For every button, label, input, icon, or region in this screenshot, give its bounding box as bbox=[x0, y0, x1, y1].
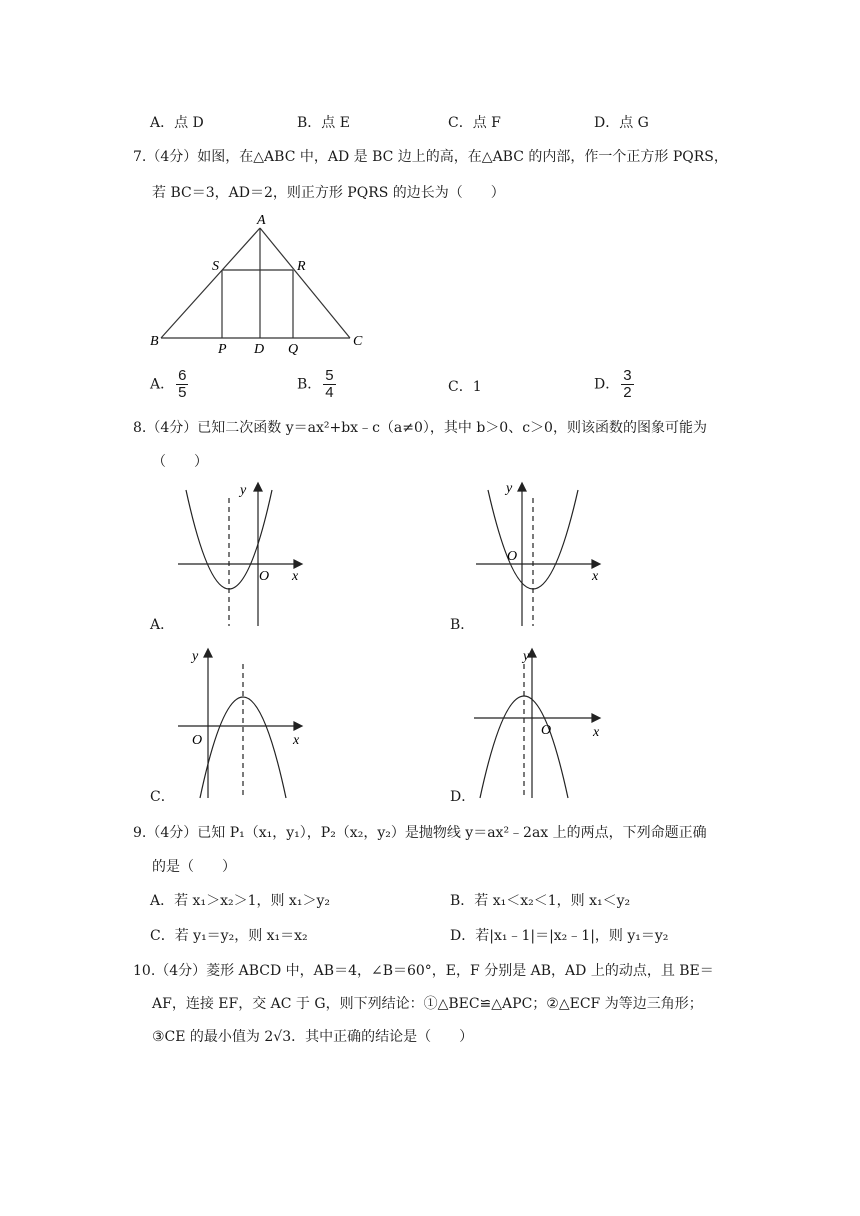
label-D: D bbox=[254, 342, 265, 357]
q7-option-b-denominator: 4 bbox=[325, 383, 334, 401]
q8-option-a: A． bbox=[150, 617, 175, 633]
q8-graph-d bbox=[470, 644, 610, 802]
q6-option-b: B．点 E bbox=[297, 115, 350, 131]
q8-option-d: D． bbox=[450, 789, 476, 805]
q7-option-d-numerator: 3 bbox=[623, 367, 632, 384]
q7-option-a-numerator: 6 bbox=[178, 367, 187, 384]
label-A: A bbox=[257, 213, 266, 228]
q10-stem-line2: AF，连接 EF，交 AC 于 G，则下列结论：①△BEC≌△APC；②△ECF 为等边三角形； bbox=[152, 996, 703, 1012]
q7-option-c: C．1 bbox=[448, 379, 482, 395]
q7-stem-line1: 7.（4分）如图，在△ABC 中，AD 是 BC 边上的高，在△ABC 的内部，作一个正方形 PQRS， bbox=[133, 149, 728, 165]
q7-option-a-label: A． bbox=[150, 376, 175, 393]
q8-stem-line2: （ ） bbox=[152, 454, 208, 470]
q9-option-a: A．若 x₁＞x₂＞1，则 x₁＞y₂ bbox=[150, 893, 330, 909]
q6-option-a: A．点 D bbox=[150, 115, 204, 131]
graph-c-x-label: x bbox=[293, 733, 300, 748]
q9-option-c: C．若 y₁＝y₂，则 x₁＝x₂ bbox=[150, 928, 308, 944]
label-Q: Q bbox=[288, 342, 299, 357]
q9-option-b: B．若 x₁＜x₂＜1，则 x₁＜y₂ bbox=[450, 893, 631, 909]
label-S: S bbox=[212, 259, 219, 274]
q10-stem-line1: 10.（4分）菱形 ABCD 中，AB＝4，∠B＝60°，E，F 分别是 AB，AD 上的动点，且 BE＝ bbox=[133, 963, 714, 979]
q7-option-b-label: B． bbox=[297, 376, 322, 393]
q7-option-b-numerator: 5 bbox=[325, 367, 334, 384]
label-C: C bbox=[353, 334, 363, 349]
graph-a-y-label: y bbox=[240, 483, 247, 498]
graph-b-y-label: y bbox=[506, 481, 513, 496]
q6-option-d: D．点 G bbox=[594, 115, 649, 131]
q8-stem-line1: 8.（4分）已知二次函数 y＝ax²+bx﹣c（a≠0），其中 b＞0、c＞0，则该函数的图象可能为 bbox=[133, 420, 707, 436]
q8-option-c: C． bbox=[150, 789, 175, 805]
q7-stem-line2: 若 BC＝3，AD＝2，则正方形 PQRS 的边长为（ ） bbox=[152, 185, 505, 201]
q6-option-c: C．点 F bbox=[448, 115, 501, 131]
q7-option-b bbox=[297, 368, 336, 401]
q7-option-d-label: D． bbox=[594, 376, 620, 393]
label-P: P bbox=[218, 342, 227, 357]
graph-d-origin-label: O bbox=[541, 723, 552, 738]
q7-option-b-fraction bbox=[323, 368, 335, 401]
q9-stem-line2: 的是（ ） bbox=[152, 859, 236, 875]
graph-c-origin-label: O bbox=[192, 733, 203, 748]
q8-graph-c bbox=[170, 644, 310, 802]
q8-option-b: B． bbox=[450, 617, 475, 633]
q7-option-a-denominator: 5 bbox=[178, 383, 187, 401]
q8-graph-a bbox=[170, 478, 310, 628]
q10-stem-line3: ③CE 的最小值为 2√3．其中正确的结论是（ ） bbox=[152, 1029, 474, 1045]
q8-graph-b bbox=[470, 478, 610, 628]
label-B: B bbox=[150, 334, 159, 349]
graph-a-origin-label: O bbox=[259, 569, 270, 584]
graph-d-x-label: x bbox=[593, 725, 600, 740]
q7-option-a bbox=[150, 368, 188, 401]
graph-b-x-label: x bbox=[592, 569, 599, 584]
q7-option-a-fraction bbox=[176, 368, 188, 401]
q7-triangle-figure bbox=[140, 208, 380, 358]
graph-b-origin-label: O bbox=[507, 549, 518, 564]
q9-stem-line1: 9.（4分）已知 P₁（x₁，y₁），P₂（x₂，y₂）是抛物线 y＝ax²﹣2ax 上的两点，下列命题正确 bbox=[133, 825, 707, 841]
graph-a-x-label: x bbox=[292, 569, 299, 584]
q7-option-d-denominator: 2 bbox=[623, 383, 632, 401]
label-R: R bbox=[297, 259, 306, 274]
graph-c-y-label: y bbox=[192, 649, 199, 664]
q7-option-d bbox=[594, 368, 634, 401]
graph-d-y-label: y bbox=[523, 649, 530, 664]
q9-option-d: D．若|x₁﹣1|＝|x₂﹣1|，则 y₁＝y₂ bbox=[450, 928, 669, 944]
q7-option-d-fraction bbox=[621, 368, 633, 401]
